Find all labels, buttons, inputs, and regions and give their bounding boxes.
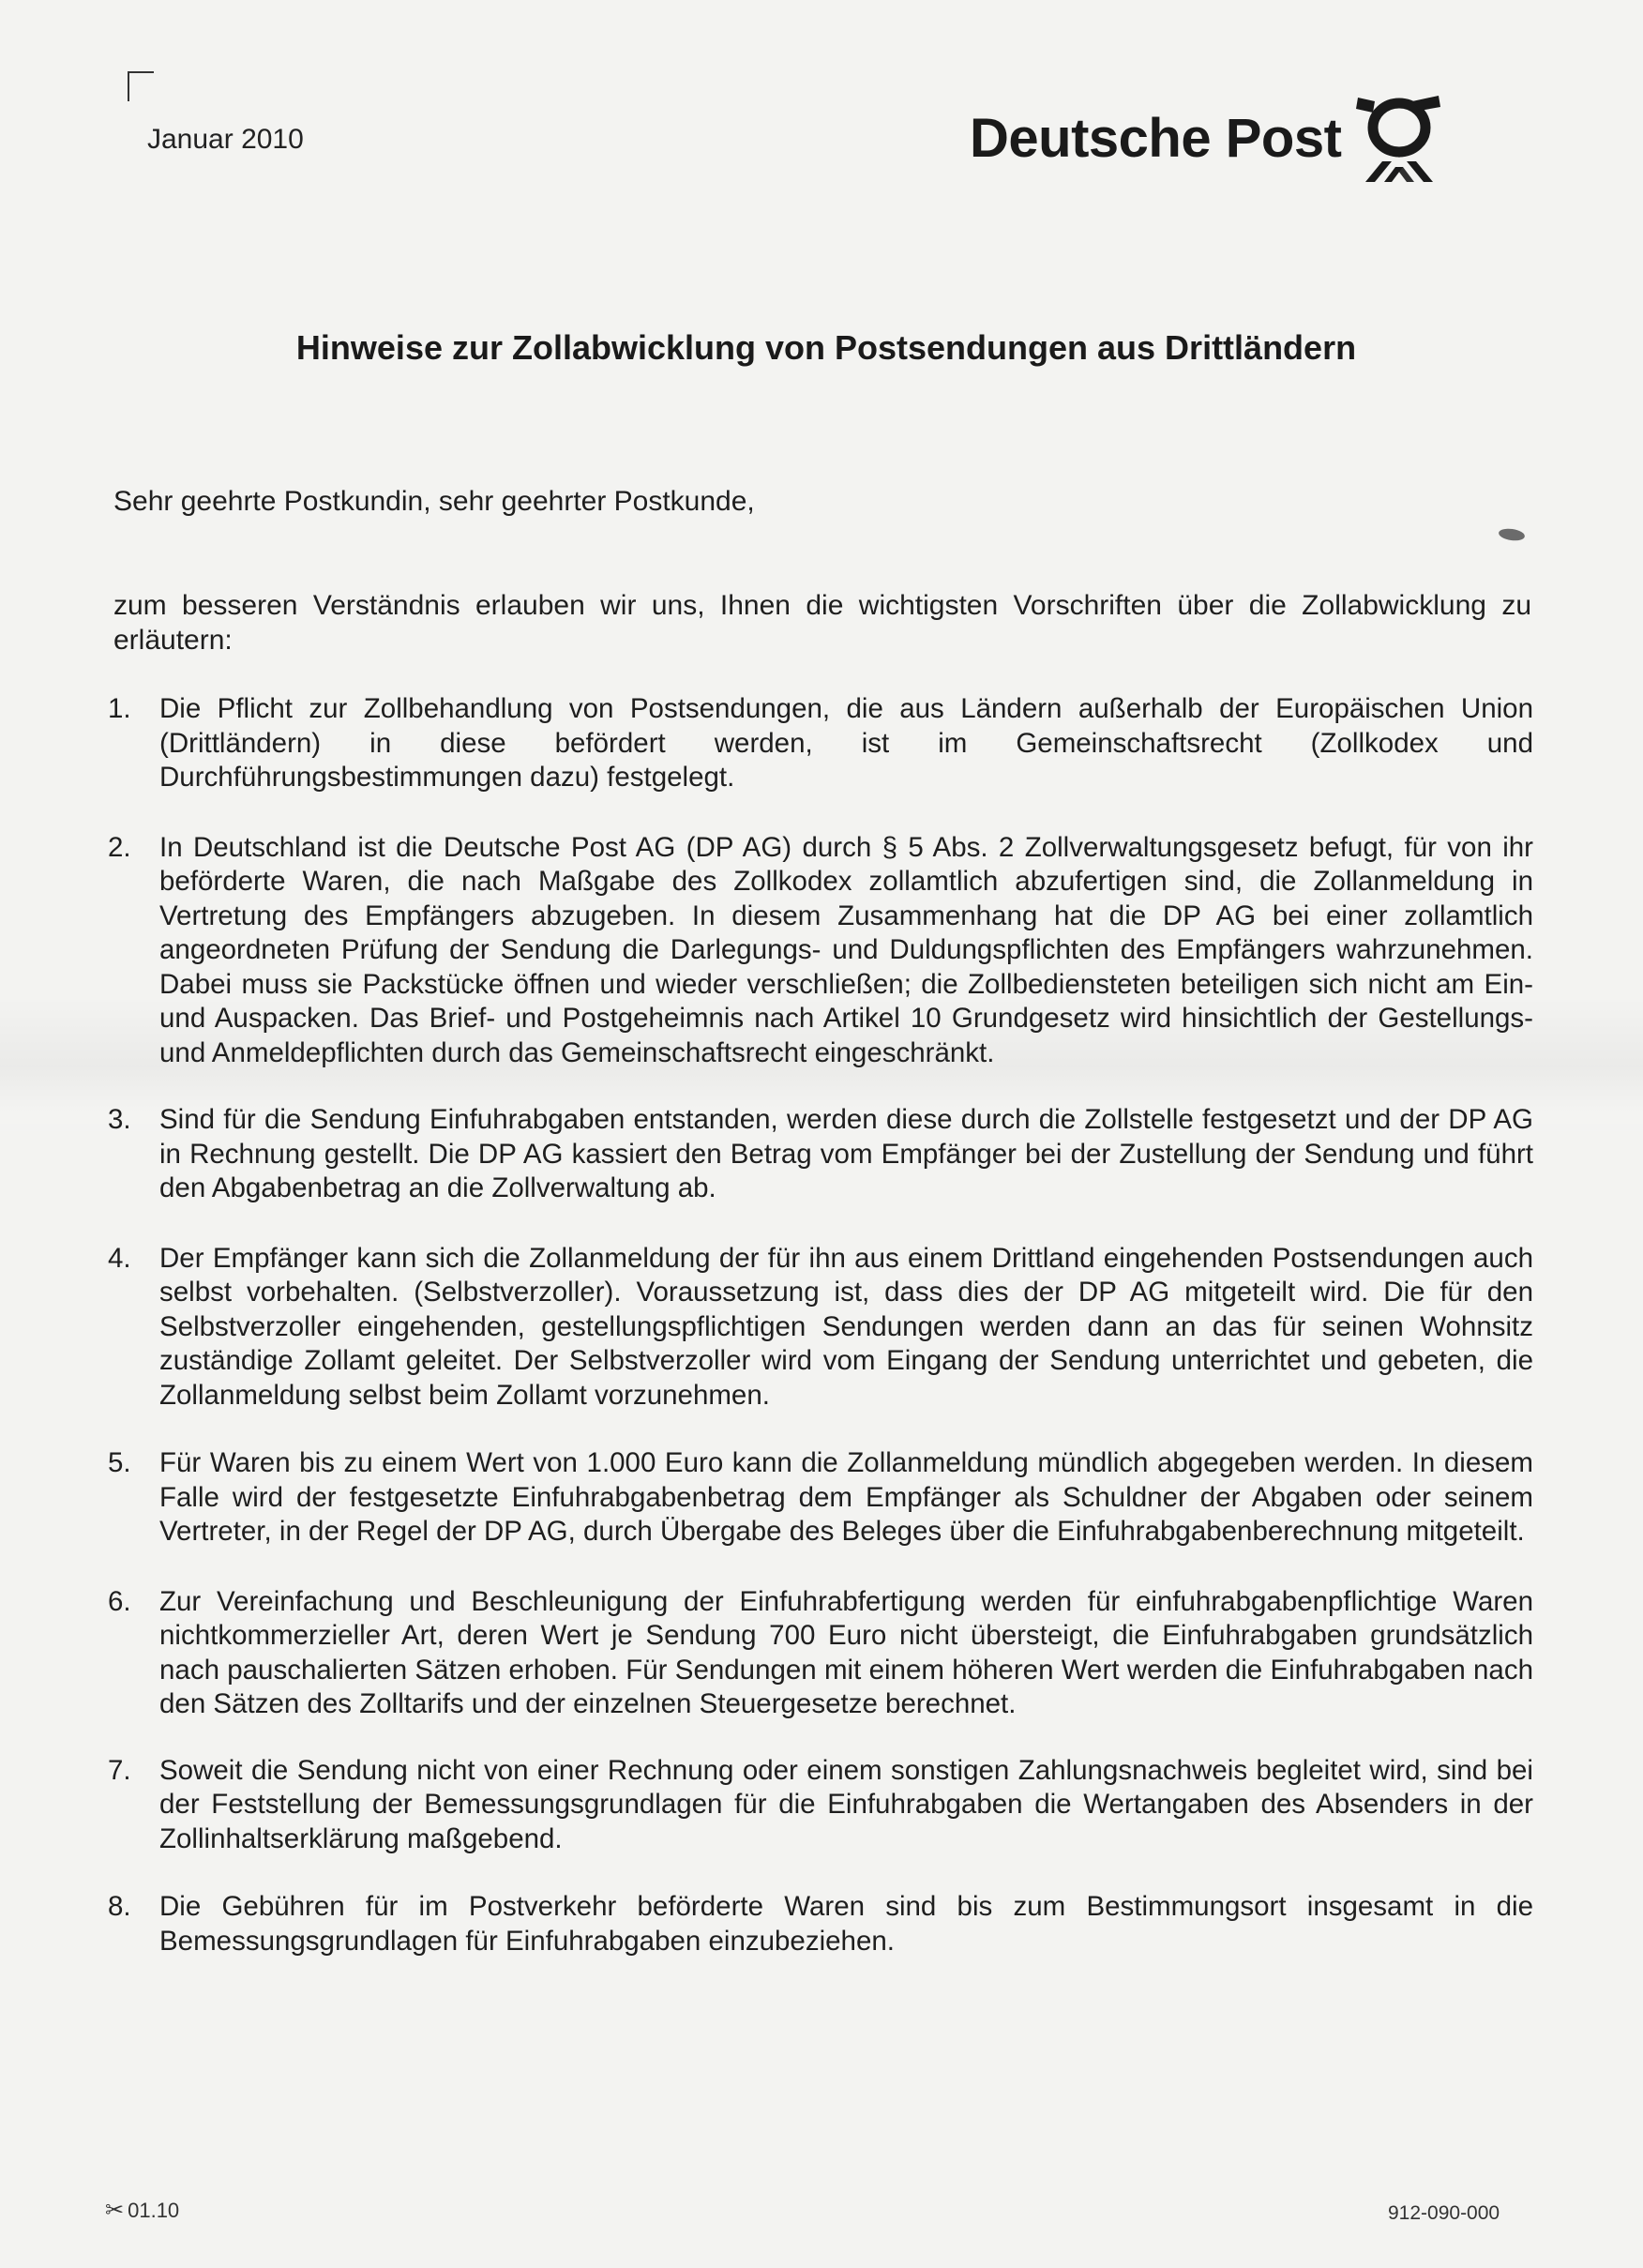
item-text: Sind für die Sendung Einfuhrabgaben entstanden, werden diese durch die Zollstelle festgesetzt und der DP AG in Rechnung gestellt. Die DP AG kassiert den Betrag vom Empfänger bei der Zustellung der Sendung und führt den Abgabenbetrag an die Zollverwaltung ab. bbox=[159, 1104, 1533, 1203]
document-title: Hinweise zur Zollabwicklung von Postsendungen aus Drittländern bbox=[295, 328, 1357, 367]
item-text: Zur Vereinfachung und Beschleunigung der Einfuhrabfertigung werden für einfuhrabgabenpflichtige Waren nichtkommerzieller Art, deren Wert je Sendung 700 Euro nicht übersteigt, die Einfuhrabgaben grundsätzlich nach pauschalierten Sätzen erhoben. Für Sendungen mit einem höheren Wert werden die Einfuhrabgaben nach den Sätzen des Zolltarifs und der einzelnen Steuergesetze berechnet. bbox=[159, 1585, 1533, 1719]
list-item bbox=[108, 831, 1533, 1071]
list-item bbox=[108, 1754, 1533, 1857]
item-number: 3. bbox=[108, 1104, 131, 1135]
item-number: 4. bbox=[108, 1242, 131, 1274]
item-number: 7. bbox=[108, 1754, 131, 1786]
item-text: In Deutschland ist die Deutsche Post AG (DP AG) durch § 5 Abs. 2 Zollverwaltungsgesetz befugt, für von ihr beförderte Waren, die nach Maßgabe des Zollkodex zollamtlich abzufertigen sind, die Zollanmeldung in Vertretung des Empfängers abzugeben. In diesem Zusammenhang hat die DP AG bei einer zollamtlich angeordneten Prüfung der Sendung die Darlegungs- und Duldungspflichten des Empfängers wahrzunehmen. Dabei muss sie Packstücke öffnen und wieder verschließen; die Zollbediensteten beteiligen sich nicht am Ein- und Auspacken. Das Brief- und Postgeheimnis nach Artikel 10 Grundgesetz wird hinsichtlich der Gestellungs- und Anmeldepflichten durch das Gemeinschaftsrecht eingeschränkt. bbox=[159, 831, 1533, 1068]
salutation: Sehr geehrte Postkundin, sehr geehrter Postkunde, bbox=[113, 486, 755, 517]
document-date: Januar 2010 bbox=[147, 124, 304, 155]
list-item bbox=[108, 1585, 1533, 1722]
list-item bbox=[108, 692, 1533, 795]
footer-date-code: 01.10 bbox=[128, 2199, 180, 2222]
item-number: 1. bbox=[108, 693, 131, 724]
item-number: 2. bbox=[108, 831, 131, 863]
item-text: Soweit die Sendung nicht von einer Rechnung oder einem sonstigen Zahlungsnachweis begleitet wird, sind bei der Feststellung der Bemessungsgrundlagen für die Einfuhrabgaben die Wertangaben des Absenders in der Zollinhaltserklärung maßgebend. bbox=[159, 1754, 1533, 1854]
corner-fold-mark bbox=[128, 71, 154, 101]
footer-print-code bbox=[105, 2197, 179, 2224]
item-text: Die Pflicht zur Zollbehandlung von Postsendungen, die aus Ländern außerhalb der Europäischen Union (Drittländern) in diese befördert werden, ist im Gemeinschaftsrecht (Zollkodex und Durchführungsbestimmungen dazu) festgelegt. bbox=[159, 693, 1533, 793]
item-text: Für Waren bis zu einem Wert von 1.000 Euro kann die Zollanmeldung mündlich abgegeben werden. In diesem Falle wird der festgesetzte Einfuhrabgabenbetrag dem Empfänger als Schuldner der Abgaben oder seinem Vertreter, in der Regel der DP AG, durch Übergabe des Beleges über die Einfuhrabgabenberechnung mitgeteilt. bbox=[159, 1447, 1533, 1547]
intro-paragraph: zum besseren Verständnis erlauben wir uns, Ihnen die wichtigsten Vorschriften über die Zollabwicklung zu erläutern: bbox=[113, 590, 1531, 656]
regulations-list bbox=[108, 692, 1533, 1958]
ink-smudge bbox=[1498, 527, 1525, 542]
item-number: 8. bbox=[108, 1891, 131, 1922]
post-horn-icon bbox=[1354, 92, 1444, 184]
deutsche-post-logo bbox=[970, 92, 1444, 184]
list-item bbox=[108, 1103, 1533, 1206]
list-item bbox=[108, 1890, 1533, 1958]
list-item bbox=[108, 1446, 1533, 1550]
item-number: 6. bbox=[108, 1585, 131, 1617]
form-number: 912-090-000 bbox=[1388, 2202, 1500, 2224]
list-item bbox=[108, 1242, 1533, 1414]
item-number: 5. bbox=[108, 1447, 131, 1478]
item-text: Die Gebühren für im Postverkehr beförderte Waren sind bis zum Bestimmungsort insgesamt in die Bemessungsgrundlagen für Einfuhrabgaben einzubeziehen. bbox=[159, 1891, 1533, 1957]
item-text: Der Empfänger kann sich die Zollanmeldung der für ihn aus einem Drittland eingehenden Postsendungen auch selbst vorbehalten. (Selbstverzoller). Voraussetzung ist, dass dies der DP AG mitgeteilt wird. Die für den Selbstverzoller eingehenden, gestellungspflichtigen Sendungen werden dann an das für seinen Wohnsitz zuständige Zollamt geleitet. Der Selbstverzoller wird vom Eingang der Sendung unterrichtet und gebeten, die Zollanmeldung selbst beim Zollamt vorzunehmen. bbox=[159, 1242, 1533, 1411]
scissors-icon: ✂ bbox=[105, 2198, 125, 2223]
brand-name: Deutsche Post bbox=[970, 107, 1342, 169]
